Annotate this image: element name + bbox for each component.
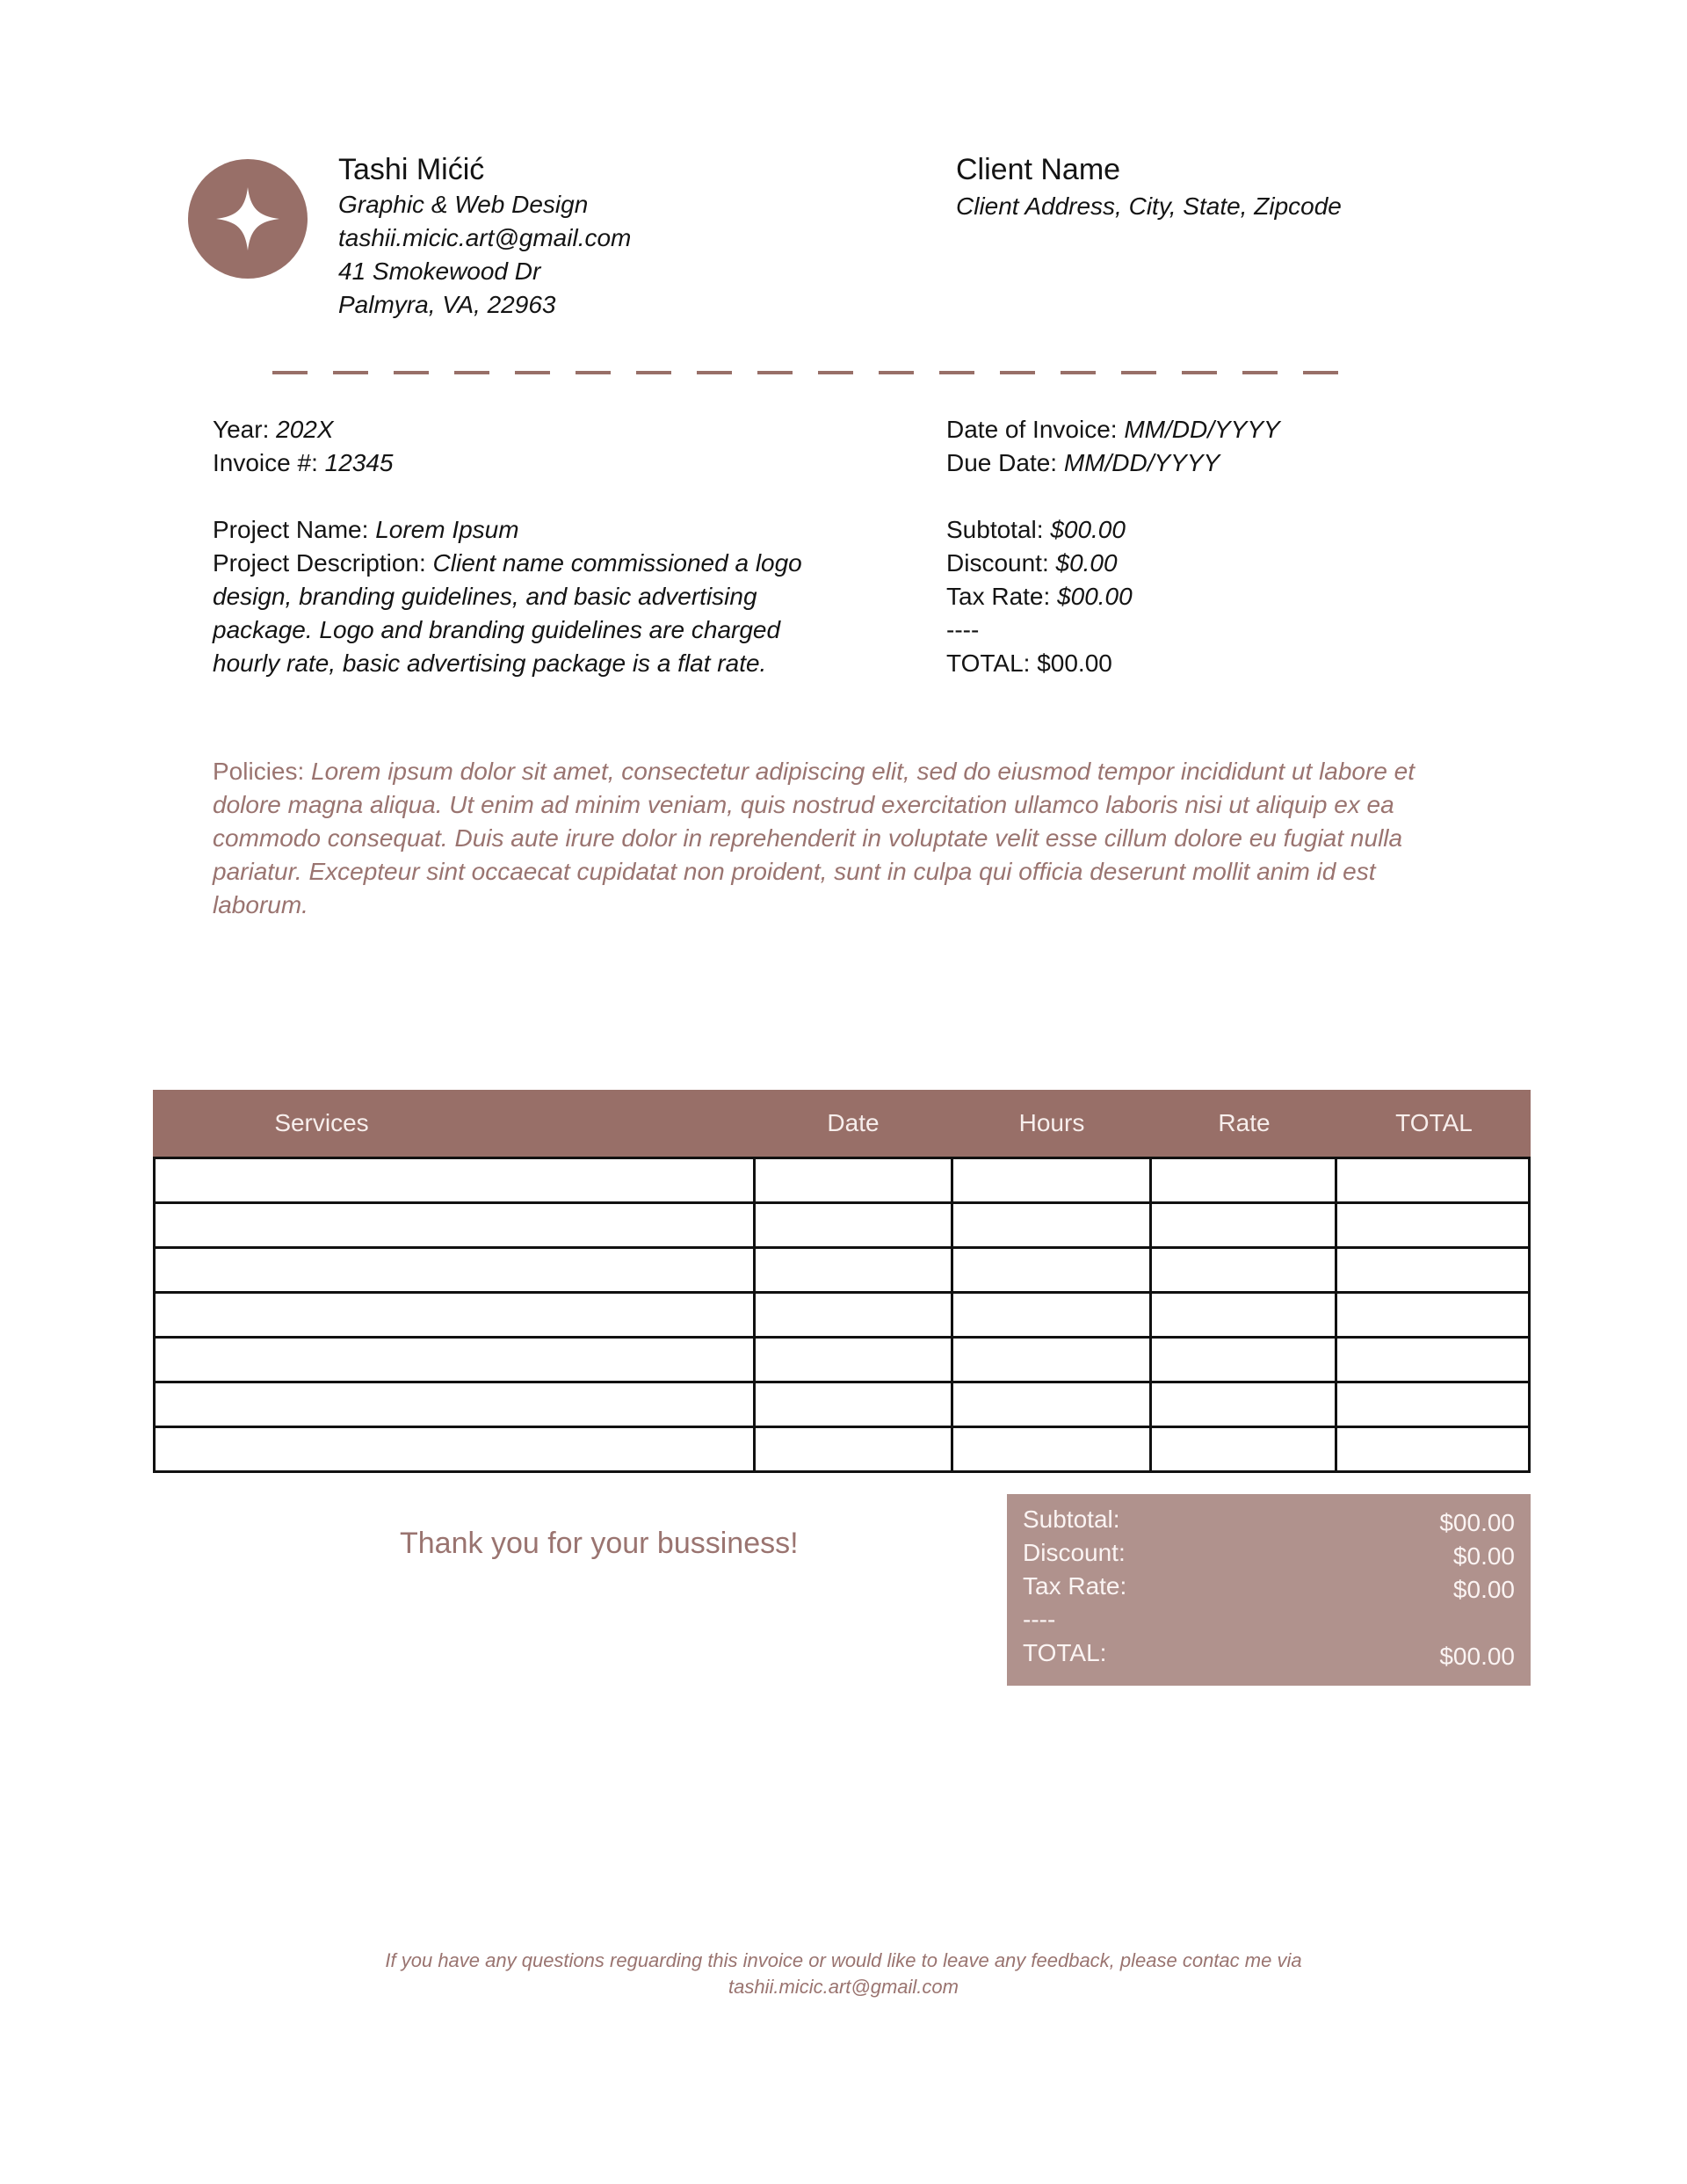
summary-tax-label: Tax Rate: <box>1023 1572 1127 1600</box>
table-cell[interactable] <box>1150 1427 1336 1472</box>
table-cell[interactable] <box>952 1427 1151 1472</box>
services-table-header <box>153 1090 1531 1157</box>
summary-tax-value: $0.00 <box>1452 1576 1515 1603</box>
table-row <box>155 1203 1530 1248</box>
grand-total: TOTAL: $00.00 <box>946 649 1112 677</box>
table-row <box>155 1293 1530 1338</box>
thank-you-message: Thank you for your bussiness! <box>400 1527 799 1560</box>
subtotal-label: Subtotal: <box>946 516 1044 543</box>
table-cell[interactable] <box>754 1338 952 1382</box>
footer-email: tashii.micic.art@gmail.com <box>728 1976 959 1998</box>
project-name-value: Lorem Ipsum <box>375 516 519 543</box>
footer-line-1: If you have any questions reguarding this invoice or would like to leave any feedback, please contac me via <box>385 1949 1302 1971</box>
table-cell[interactable] <box>754 1427 952 1472</box>
summary-box <box>1007 1494 1531 1686</box>
project-description-label: Project Description: <box>213 549 426 577</box>
table-cell[interactable] <box>155 1248 755 1293</box>
table-cell[interactable] <box>952 1203 1151 1248</box>
summary-discount-value: $0.00 <box>1452 1542 1515 1570</box>
summary-subtotal-value: $00.00 <box>1439 1509 1515 1536</box>
header-rate: Rate <box>1218 1109 1271 1136</box>
logo <box>188 159 308 279</box>
year-value: 202X <box>276 416 334 443</box>
invoice-date-label: Date of Invoice: <box>946 416 1118 443</box>
table-cell[interactable] <box>1150 1248 1336 1293</box>
table-cell[interactable] <box>1150 1338 1336 1382</box>
summary-separator: ---- <box>1023 1606 1056 1633</box>
client-address: Client Address, City, State, Zipcode <box>956 192 1342 220</box>
table-cell[interactable] <box>1150 1293 1336 1338</box>
table-cell[interactable] <box>155 1158 755 1203</box>
year-label: Year: <box>213 416 270 443</box>
sparkle-icon <box>216 187 279 250</box>
invoice-number-value: 12345 <box>324 449 394 476</box>
invoice-meta <box>213 413 394 480</box>
totals-separator: ---- <box>946 616 980 643</box>
table-cell[interactable] <box>155 1427 755 1472</box>
tax-value: $00.00 <box>1057 583 1133 610</box>
summary-total-value: $00.00 <box>1439 1643 1515 1670</box>
table-cell[interactable] <box>754 1203 952 1248</box>
footer-note <box>0 1948 1687 2000</box>
table-cell[interactable] <box>754 1158 952 1203</box>
policies <box>213 755 1478 922</box>
table-row <box>155 1158 1530 1203</box>
header-date: Date <box>827 1109 880 1136</box>
tax-label: Tax Rate: <box>946 583 1051 610</box>
subtotal-value: $00.00 <box>1050 516 1126 543</box>
invoice-dates <box>946 413 1280 480</box>
table-cell[interactable] <box>754 1293 952 1338</box>
table-row <box>155 1338 1530 1382</box>
invoice-number-label: Invoice #: <box>213 449 318 476</box>
table-cell[interactable] <box>754 1382 952 1427</box>
sender-city: Palmyra, VA, 22963 <box>338 291 556 318</box>
project-description-value: Client name commissioned a logo design, branding guidelines, and basic advertising package. Logo and branding guidelines are charged hourly rate, basic advertising package is a flat rate. <box>213 549 802 677</box>
project-info <box>213 513 845 680</box>
due-date-value: MM/DD/YYYY <box>1063 449 1220 476</box>
discount-value: $0.00 <box>1055 549 1118 577</box>
client-block <box>956 151 1342 225</box>
table-cell[interactable] <box>1336 1338 1530 1382</box>
header-hours: Hours <box>1018 1109 1085 1136</box>
due-date-label: Due Date: <box>946 449 1058 476</box>
sender-title: Graphic & Web Design <box>338 191 589 218</box>
table-cell[interactable] <box>952 1158 1151 1203</box>
policies-label: Policies: <box>213 758 305 785</box>
sender-email: tashii.micic.art@gmail.com <box>338 224 632 251</box>
header-total: TOTAL <box>1395 1109 1473 1136</box>
dashed-divider <box>272 371 1344 374</box>
table-cell[interactable] <box>155 1203 755 1248</box>
table-cell[interactable] <box>155 1293 755 1338</box>
table-row <box>155 1427 1530 1472</box>
table-cell[interactable] <box>155 1338 755 1382</box>
sender-block <box>338 151 631 322</box>
table-row <box>155 1248 1530 1293</box>
table-cell[interactable] <box>1336 1382 1530 1427</box>
table-cell[interactable] <box>1336 1293 1530 1338</box>
table-cell[interactable] <box>155 1382 755 1427</box>
header-services: Services <box>274 1109 369 1136</box>
summary-subtotal-label: Subtotal: <box>1023 1506 1120 1533</box>
table-cell[interactable] <box>754 1248 952 1293</box>
table-cell[interactable] <box>952 1293 1151 1338</box>
table-cell[interactable] <box>952 1248 1151 1293</box>
summary-total-label: TOTAL: <box>1023 1639 1107 1666</box>
table-cell[interactable] <box>1150 1382 1336 1427</box>
table-cell[interactable] <box>1150 1158 1336 1203</box>
table-cell[interactable] <box>1336 1203 1530 1248</box>
table-cell[interactable] <box>952 1338 1151 1382</box>
project-name-label: Project Name: <box>213 516 369 543</box>
policies-text: Lorem ipsum dolor sit amet, consectetur adipiscing elit, sed do eiusmod tempor incididunt ut labore et dolore magna aliqua. Ut enim ad minim veniam, quis nostrud exercitation ullamco laboris nisi ut aliquip ex ea commodo consequat. Duis aute irure dolor in reprehenderit in voluptate velit esse cillum dolore eu fugiat nulla pariatur. Excepteur sint occaecat cupidatat non proident, sunt in culpa qui officia deserunt mollit anim id est laborum. <box>213 758 1415 918</box>
table-cell[interactable] <box>1336 1248 1530 1293</box>
summary-discount-label: Discount: <box>1023 1539 1126 1566</box>
invoice-date-value: MM/DD/YYYY <box>1124 416 1280 443</box>
client-name: Client Name <box>956 153 1121 186</box>
table-row <box>155 1382 1530 1427</box>
table-cell[interactable] <box>1336 1158 1530 1203</box>
services-table <box>153 1157 1531 1473</box>
table-cell[interactable] <box>1150 1203 1336 1248</box>
table-cell[interactable] <box>952 1382 1151 1427</box>
discount-label: Discount: <box>946 549 1049 577</box>
sender-name: Tashi Mićić <box>338 153 485 186</box>
totals-summary <box>946 513 1133 680</box>
table-cell[interactable] <box>1336 1427 1530 1472</box>
sender-street: 41 Smokewood Dr <box>338 258 541 285</box>
